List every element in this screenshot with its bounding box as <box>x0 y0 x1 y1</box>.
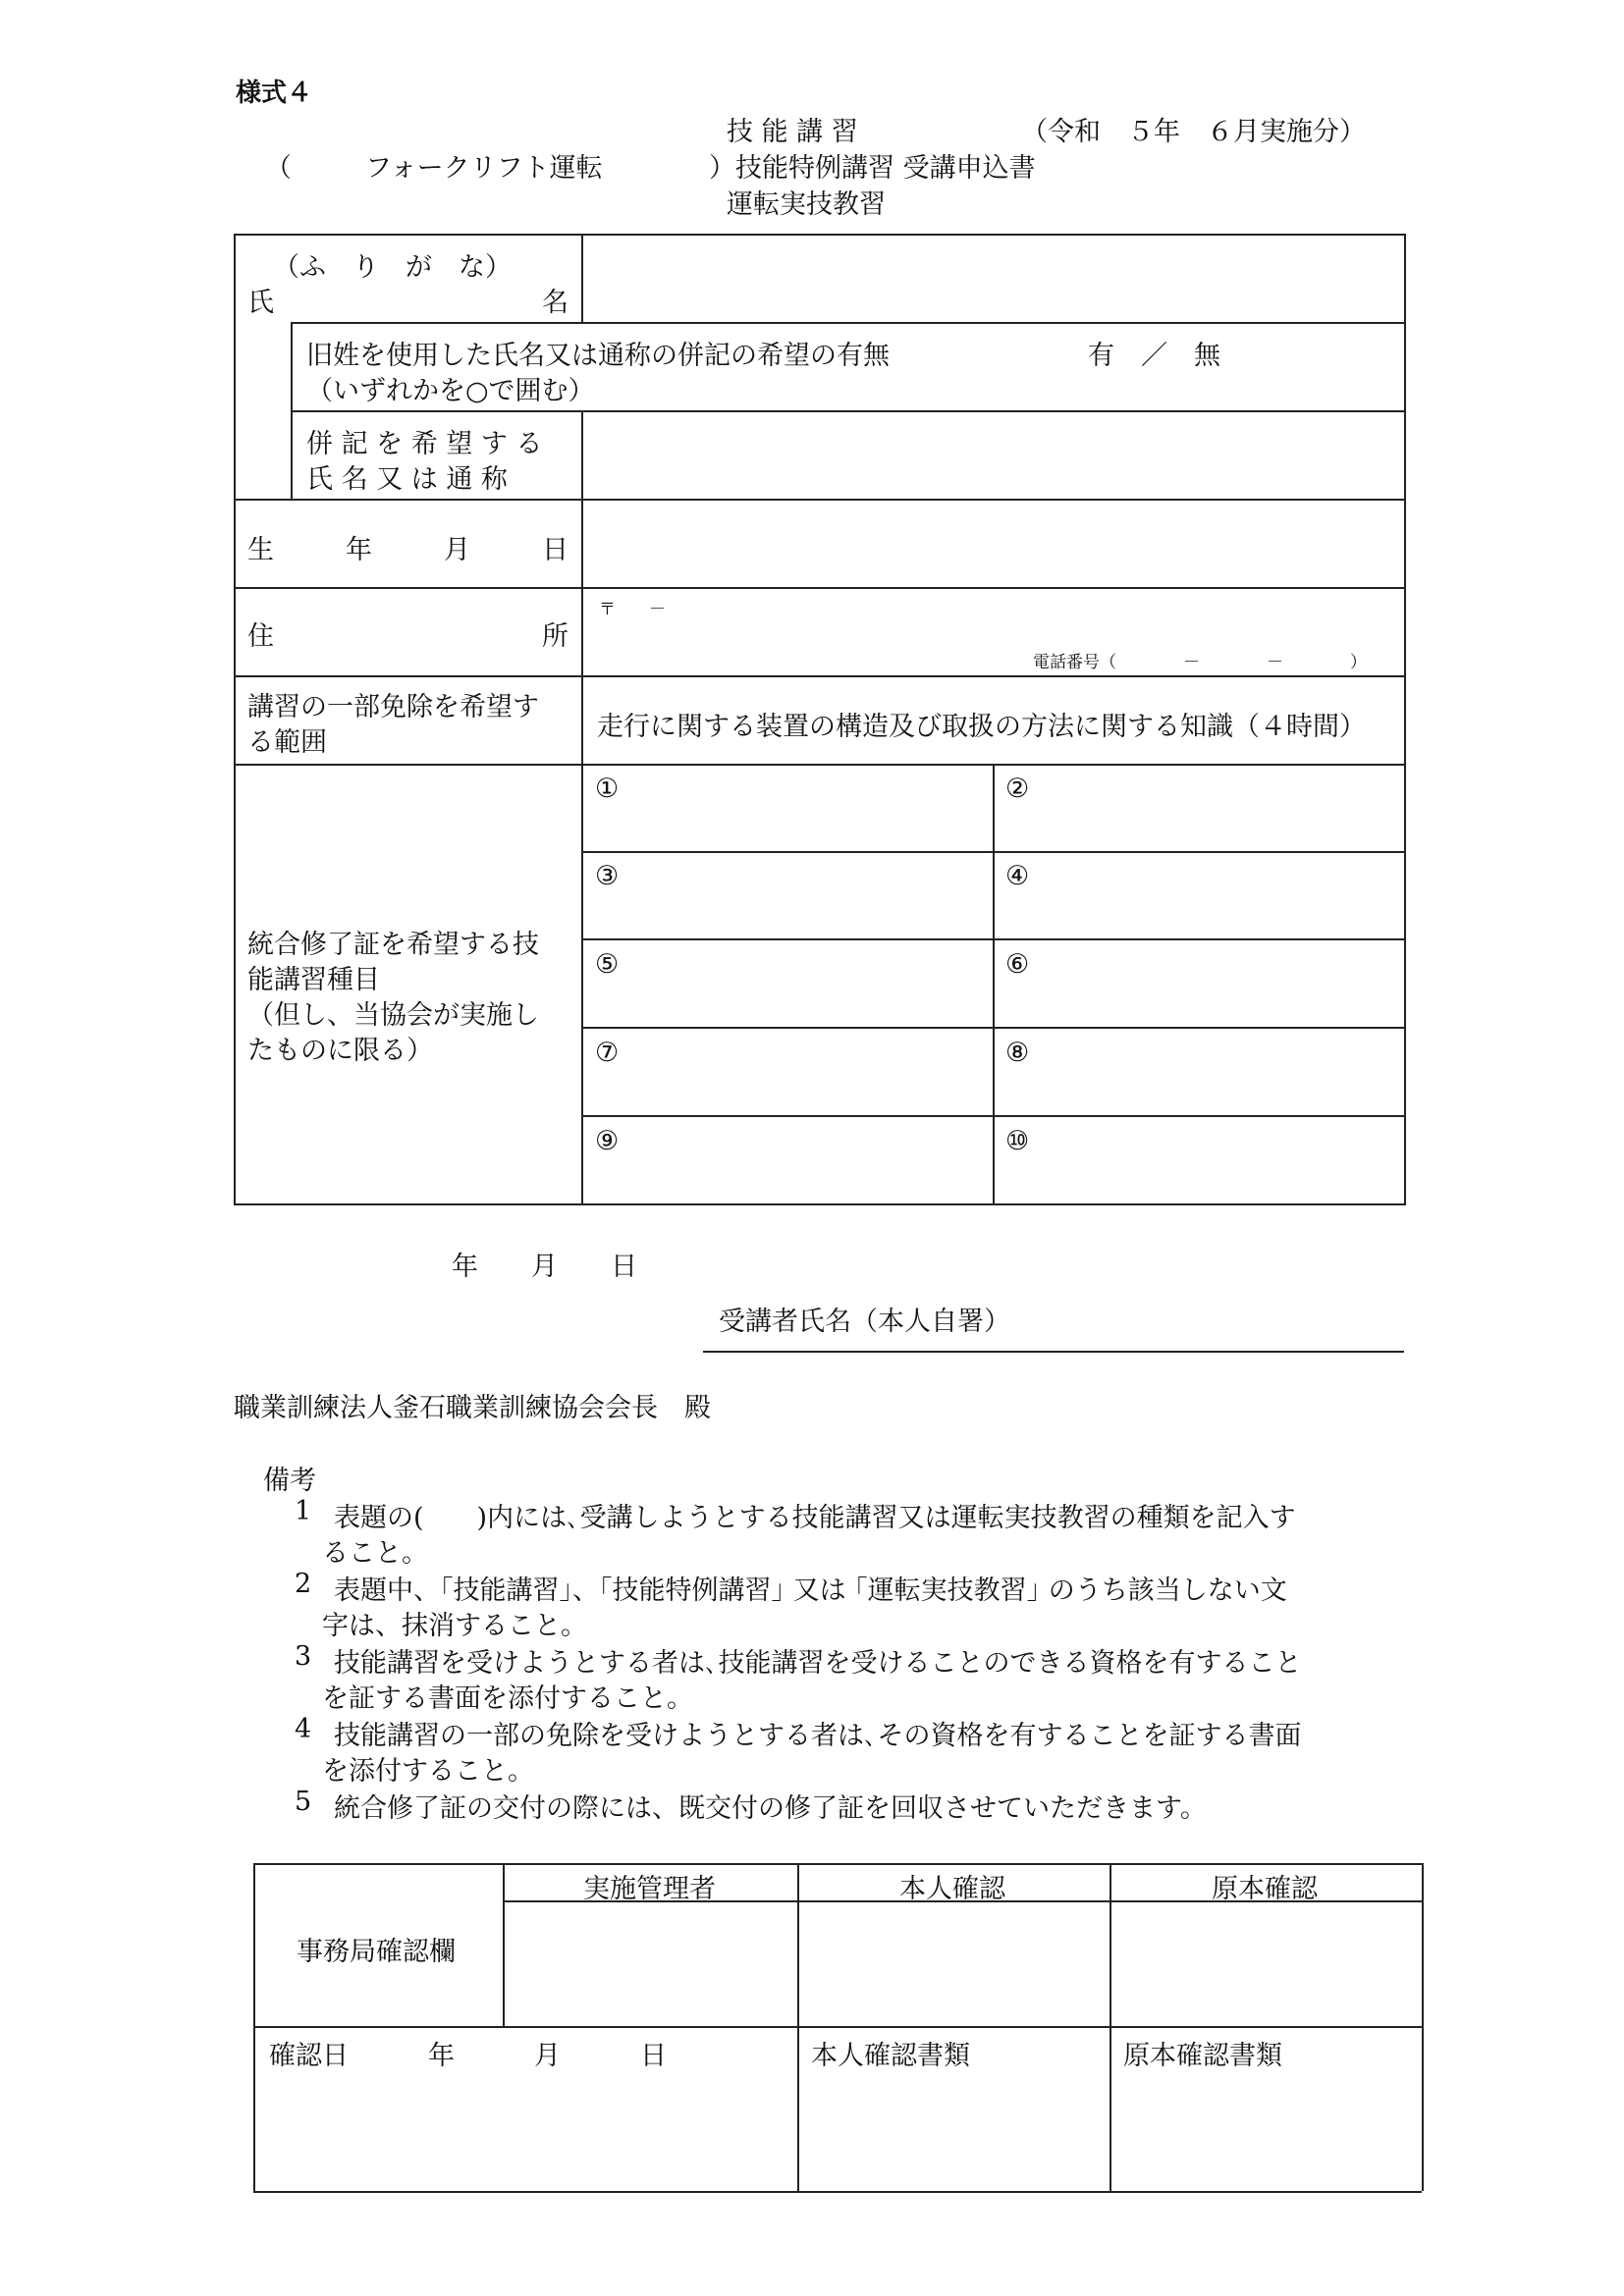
note-line: 統合修了証の交付の際には、既交付の修了証を回収させていただきます。 <box>334 1793 1207 1824</box>
office-col-manager: 実施管理者 <box>583 1874 716 1904</box>
address-label-right: 所 <box>542 621 568 652</box>
maiden-note: （いずれかを○で囲む） <box>306 376 595 406</box>
addressee: 職業訓練法人釜石職業訓練協会会長 殿 <box>234 1393 711 1423</box>
note-line: ること。 <box>322 1538 428 1569</box>
course-item-9[interactable]: ⑨ <box>595 1126 620 1156</box>
office-label: 事務局確認欄 <box>297 1937 456 1967</box>
birth-label-3: 月 <box>444 535 470 565</box>
address-label-left: 住 <box>247 621 274 652</box>
course-item-10[interactable]: ⑩ <box>1005 1126 1030 1156</box>
course-item-4[interactable]: ④ <box>1005 861 1030 891</box>
exemption-value: 走行に関する装置の構造及び取扱の方法に関する知識（４時間） <box>597 712 1366 742</box>
period: （令和 ５年 ６月実施分） <box>1021 117 1366 147</box>
note-line: 技能講習の一部の免除を受けようとする者は､その資格を有することを証する書面 <box>334 1721 1302 1751</box>
exemption-label-2: る範囲 <box>247 727 327 758</box>
combined-label-2: 能講習種目 <box>247 965 380 995</box>
application-date: 年 月 日 <box>452 1252 637 1282</box>
form-number: 様式４ <box>236 79 313 108</box>
note-line: を添付すること。 <box>322 1756 534 1787</box>
office-confirm-date: 確認日 年 月 日 <box>269 2041 667 2071</box>
note-line: 技能講習を受けようとする者は､技能講習を受けることのできる資格を有すること <box>334 1648 1302 1679</box>
maiden-question: 旧姓を使用した氏名又は通称の併記の希望の有無 <box>306 341 890 371</box>
note-number: 3 <box>295 1641 312 1672</box>
course-item-7[interactable]: ⑦ <box>595 1038 620 1068</box>
combined-label-3: （但し、当協会が実施し <box>247 1000 539 1031</box>
office-id-documents: 本人確認書類 <box>811 2041 970 2071</box>
course-item-2[interactable]: ② <box>1005 774 1030 804</box>
note-number: 5 <box>295 1787 312 1817</box>
office-original-documents: 原本確認書類 <box>1123 2041 1282 2071</box>
title-line-2: ）技能特例講習 受講申込書 <box>709 153 1036 184</box>
furigana-label: （ふ り が な） <box>273 252 512 283</box>
alias-input[interactable] <box>585 414 1400 497</box>
maiden-choice[interactable]: 有 ／ 無 <box>1088 341 1220 371</box>
note-number: 2 <box>295 1569 312 1599</box>
birthdate-input[interactable] <box>585 503 1400 585</box>
note-number: 4 <box>295 1714 312 1744</box>
name-label-left: 氏 <box>247 288 274 318</box>
name-input[interactable] <box>585 238 1400 320</box>
address-input[interactable] <box>585 591 1400 673</box>
title-line-1: 技 能 講 習 <box>727 117 858 147</box>
note-line: 表題の( )内には､受講しようとする技能講習又は運転実技教習の種類を記入す <box>334 1503 1296 1533</box>
title-paren-open: （ <box>265 153 292 184</box>
combined-label-1: 統合修了証を希望する技 <box>247 930 539 960</box>
postal-mark: 〒 － <box>599 600 666 619</box>
course-name: フォークリフト運転 <box>365 153 603 184</box>
signature-line <box>703 1351 1404 1353</box>
office-col-original: 原本確認 <box>1212 1874 1318 1904</box>
office-col-identity: 本人確認 <box>899 1874 1005 1904</box>
birth-label-1: 生 <box>247 535 274 565</box>
note-line: を証する書面を添付すること。 <box>322 1683 693 1714</box>
signature-input[interactable] <box>703 1286 1404 1349</box>
birth-label-4: 日 <box>542 535 568 565</box>
combined-label-4: たものに限る） <box>247 1036 433 1066</box>
course-item-8[interactable]: ⑧ <box>1005 1038 1030 1068</box>
course-item-5[interactable]: ⑤ <box>595 949 620 980</box>
note-number: 1 <box>295 1496 312 1526</box>
alias-label-1: 併 記 を 希 望 す る <box>306 429 543 459</box>
note-line: 字は、抹消すること。 <box>322 1611 587 1641</box>
note-line: 表題中、｢技能講習｣、｢技能特例講習｣ 又は ｢運転実技教習｣ のうち該当しない文 <box>334 1575 1287 1606</box>
title-line-3: 運転実技教習 <box>727 189 886 220</box>
name-label-right: 名 <box>542 288 568 318</box>
applicant-signature-label: 受講者氏名（本人自署） <box>719 1307 1010 1337</box>
phone-number: 電話番号（ － － ） <box>1033 653 1367 672</box>
course-item-6[interactable]: ⑥ <box>1005 949 1030 980</box>
course-item-3[interactable]: ③ <box>595 861 620 891</box>
notes-heading: 備考 <box>263 1466 316 1496</box>
exemption-label-1: 講習の一部免除を希望す <box>247 692 539 722</box>
alias-label-2: 氏 名 又 は 通 称 <box>306 464 508 495</box>
birth-label-2: 年 <box>346 535 372 565</box>
course-item-1[interactable]: ① <box>595 774 620 804</box>
